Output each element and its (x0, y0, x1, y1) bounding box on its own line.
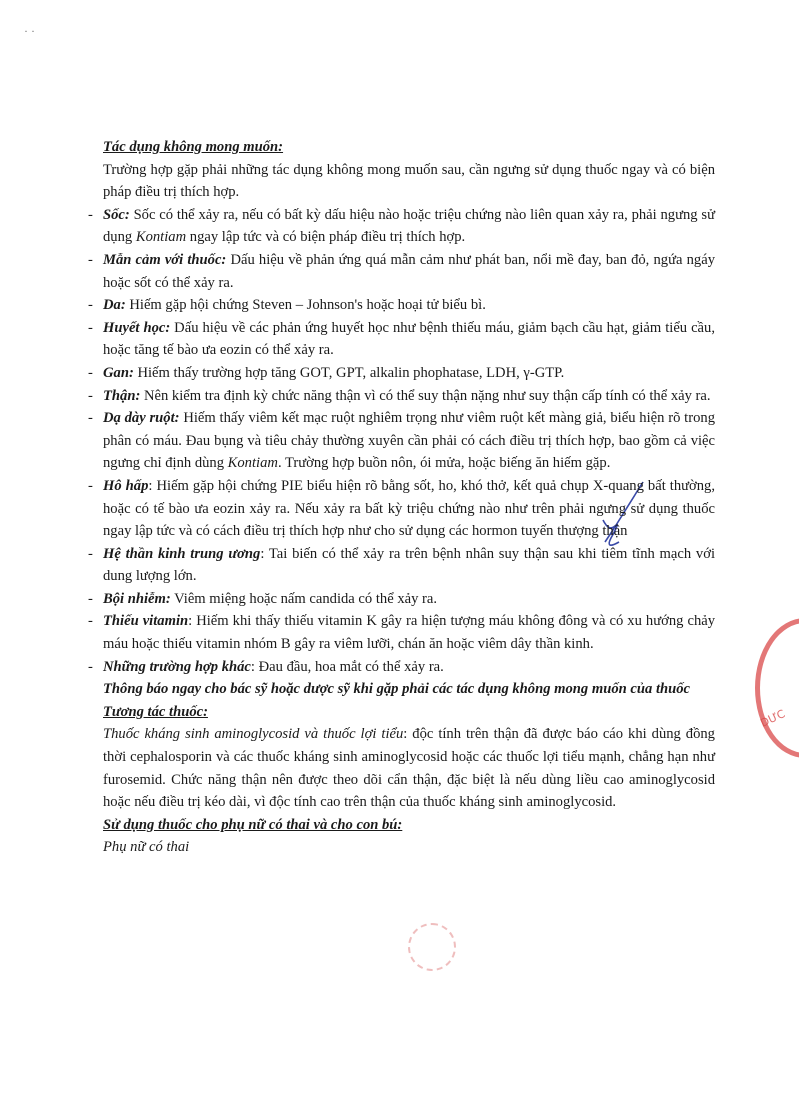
bullet-dash: - (88, 613, 93, 630)
bullet-dash: - (88, 297, 93, 314)
side-effect-text: Hiếm thấy trường hợp tăng GOT, GPT, alkalin phophatase, LDH, γ-GTP. (133, 364, 565, 381)
side-effects-heading: Tác dụng không mong muốn: (103, 139, 284, 155)
side-effect-term: Hệ thần kinh trung ương (103, 545, 261, 562)
interactions-text: : độc tính trên thận đã được báo cáo khi dùng đồng thời cephalosporin và các thuốc kháng sinh aminoglycosid hoặc các thuốc lợi tiểu mạnh, chẳng hạn như furosemid. Chức năng thận nên được theo dõi cẩn thận, đặc biệt là nếu dùng liều cao aminoglycosid hoặc nếu điều trị kéo dài, vì độc tính cao trên thận của thuốc kháng sinh aminoglycosid. (103, 726, 715, 811)
faint-stamp (408, 923, 456, 971)
side-effect-item (88, 610, 716, 655)
red-stamp-edge (755, 618, 799, 758)
side-effect-item (88, 407, 715, 475)
red-stamp-text: DƯC (758, 707, 788, 730)
side-effect-text: Hiếm thấy viêm kết mạc ruột nghiêm trọng như viêm ruột kết màng giả, biểu hiện rõ trong phân có máu. Đau bụng và tiêu chảy thường xuyên cần phải có cách điều trị thích hợp, bao gồm cả việc ngưng chỉ định dùng (103, 410, 715, 472)
pregnancy-heading: Sử dụng thuốc cho phụ nữ có thai và cho con bú: (103, 816, 403, 833)
bullet-dash: - (88, 658, 93, 675)
side-effect-item (88, 385, 715, 408)
side-effects-list (88, 204, 716, 678)
scan-speck: · · (24, 24, 35, 38)
side-effect-item (88, 588, 715, 611)
bullet-dash: - (88, 590, 93, 607)
side-effect-text: : Tai biến có thể xảy ra trên bệnh nhân suy thận sau khi tiêm tĩnh mạch với dung lượng lớn. (103, 545, 715, 585)
side-effect-item (88, 362, 715, 385)
side-effect-text: Hiếm gặp hội chứng Steven – Johnson's hoặc hoại tử biểu bì. (125, 297, 486, 314)
side-effect-italic: Kontiam (227, 455, 278, 472)
side-effect-text2: . Trường hợp buồn nôn, ói mửa, hoặc biếng ăn hiếm gặp. (277, 455, 611, 472)
side-effect-item (88, 294, 715, 317)
side-effect-text: : Hiếm khi thấy thiếu vitamin K gây ra hiện tượng máu không đông và có xu hướng chảy máu hoặc thiếu vitamin nhóm B gây ra viêm lưỡi, chán ăn hoặc viêm dây thần kinh. (103, 613, 716, 653)
side-effect-term: Những trường hợp khác (103, 658, 251, 675)
side-effect-term: Da: (103, 297, 126, 314)
bullet-dash: - (88, 410, 93, 427)
bullet-dash: - (88, 545, 93, 562)
side-effects-intro: Trường hợp gặp phải những tác dụng không mong muốn sau, cần ngưng sử dụng thuốc ngay và có biện pháp điều trị thích hợp. (103, 161, 715, 201)
side-effect-term: Hô hấp (103, 477, 149, 494)
side-effect-term: Thiếu vitamin (103, 613, 189, 630)
interactions-paragraph (103, 723, 715, 813)
pregnancy-subheading: Phụ nữ có thai (103, 839, 190, 856)
interactions-lead: Thuốc kháng sinh aminoglycosid và thuốc lợi tiểu (103, 726, 404, 743)
interactions-heading: Tương tác thuốc: (103, 703, 208, 720)
bullet-dash: - (88, 364, 93, 381)
bullet-dash: - (88, 251, 93, 268)
side-effect-item (88, 204, 715, 249)
side-effect-item (88, 543, 715, 588)
side-effect-text2: ngay lập tức và có biện pháp điều trị thích hợp. (186, 229, 466, 246)
side-effect-text: Dấu hiệu về các phản ứng huyết học như bệnh thiếu máu, giảm bạch cầu hạt, giảm tiểu cầu, hoặc tăng tế bào ưa eozin có thể xảy ra. (103, 319, 715, 359)
bullet-dash: - (88, 477, 93, 494)
side-effect-text: Dấu hiệu về phản ứng quá mẫn cảm như phát ban, nổi mề đay, ban đỏ, ngứa ngáy hoặc sốt có thể xảy ra. (103, 251, 715, 291)
bullet-dash: - (88, 387, 93, 404)
side-effect-item (88, 249, 715, 294)
side-effect-item (88, 317, 715, 362)
side-effect-term: Bội nhiễm: (103, 590, 171, 607)
side-effect-term: Gan: (103, 364, 134, 381)
bullet-dash: - (88, 319, 93, 336)
side-effect-text: Viêm miệng hoặc nấm candida có thể xảy ra. (170, 590, 438, 607)
side-effect-term: Huyết học: (103, 319, 171, 336)
side-effect-text: Nên kiểm tra định kỳ chức năng thận vì có thể suy thận nặng như suy thận cấp tính có thể xảy ra. (140, 387, 711, 404)
side-effects-notice: Thông báo ngay cho bác sỹ hoặc dược sỹ khi gặp phải các tác dụng không mong muốn của thuốc (103, 681, 690, 698)
side-effect-item (88, 656, 715, 679)
side-effect-item (88, 475, 715, 543)
side-effect-text: : Đau đầu, hoa mắt có thể xảy ra. (250, 658, 444, 675)
document-body (88, 136, 716, 859)
side-effect-text: : Hiếm gặp hội chứng PIE biểu hiện rõ bằng sốt, ho, khó thở, kết quả chụp X-quang bất thường, hoặc có tế bào ưa eozin xảy ra. Nếu xảy ra bất kỳ triệu chứng nào như trên phải ngưng sử dụng thuốc ngay lập tức và có cách điều trị thích hợp như cho sử dụng các hormon tuyến thượng thận (103, 477, 715, 540)
bullet-dash: - (88, 206, 93, 223)
side-effect-term: Thận: (103, 387, 141, 404)
side-effect-term: Sốc: (103, 206, 130, 223)
side-effect-term: Dạ dày ruột: (103, 410, 180, 427)
side-effect-text: Sốc có thể xảy ra, nếu có bất kỳ dấu hiệu nào hoặc triệu chứng nào liên quan xảy ra, phải ngưng sử dụng (103, 206, 715, 246)
side-effect-italic: Kontiam (135, 229, 187, 246)
side-effect-term: Mẫn cảm với thuốc: (103, 251, 227, 268)
